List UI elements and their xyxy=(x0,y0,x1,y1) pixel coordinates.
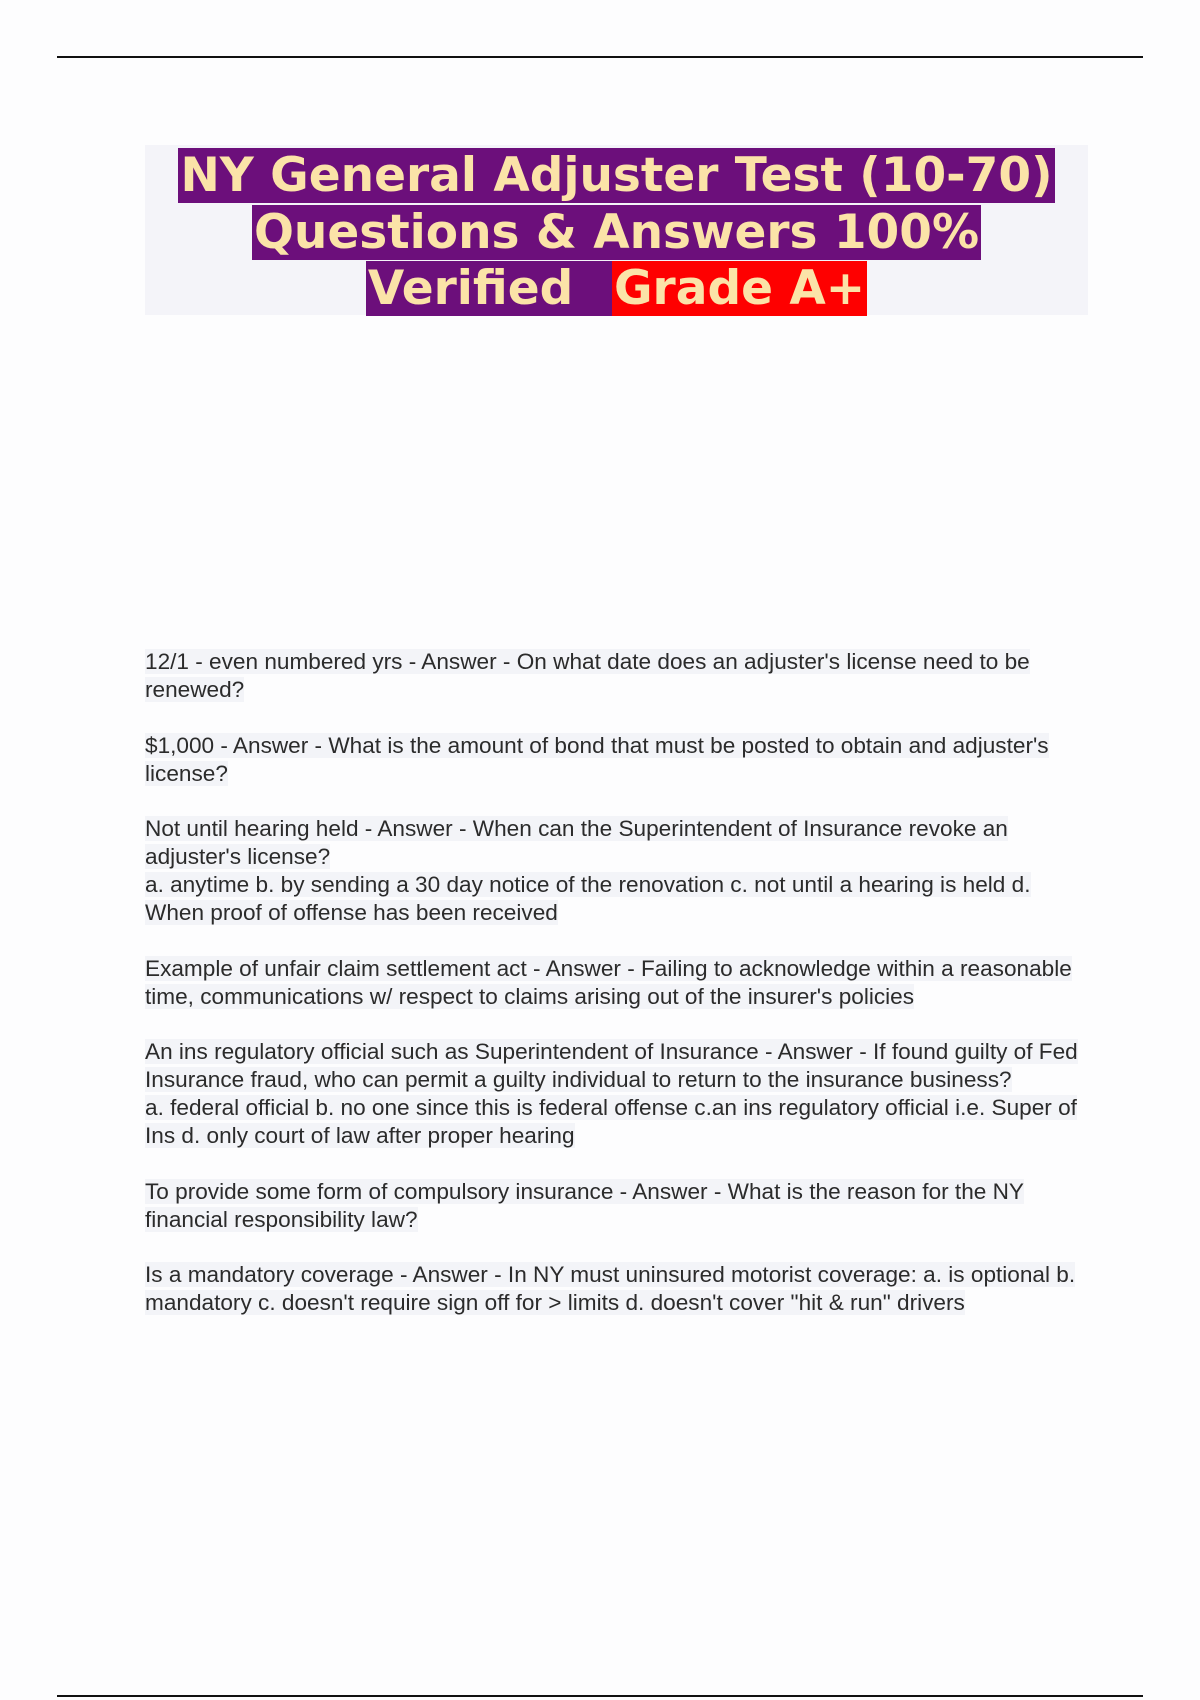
qa-text: Example of unfair claim settlement act - Answer - Failing to acknowledge within a reasonable time, communications w/ respect to claims arising out of the insurer's policies xyxy=(145,955,1072,1009)
title-block xyxy=(145,145,1088,315)
qa-item xyxy=(145,1038,1080,1150)
qa-list xyxy=(145,648,1080,1345)
qa-item xyxy=(145,1261,1080,1317)
qa-text: To provide some form of compulsory insurance - Answer - What is the reason for the NY financial responsibility law? xyxy=(145,1178,1025,1232)
bottom-rule xyxy=(57,1695,1143,1697)
qa-text: $1,000 - Answer - What is the amount of bond that must be posted to obtain and adjuster's license? xyxy=(145,732,1049,786)
grade-badge: Grade A+ xyxy=(613,261,866,316)
qa-text: 12/1 - even numbered yrs - Answer - On what date does an adjuster's license need to be renewed? xyxy=(145,649,1030,702)
title-line-1: NY General Adjuster Test (10-70) xyxy=(180,148,1053,203)
qa-item xyxy=(145,955,1080,1011)
document-title xyxy=(145,145,1088,318)
qa-text: Is a mandatory coverage - Answer - In NY must uninsured motorist coverage: a. is optional b. mandatory c. doesn't require sign off for > limits d. doesn't cover "hit & run" drivers xyxy=(145,1262,1076,1315)
qa-item xyxy=(145,732,1080,788)
title-gap xyxy=(575,261,612,316)
title-line-3: Verified xyxy=(367,261,574,316)
qa-item xyxy=(145,815,1080,927)
title-line-2: Questions & Answers 100% xyxy=(253,204,980,260)
qa-text: An ins regulatory official such as Superintendent of Insurance - Answer - If found guilty of Fed Insurance fraud, who can permit a guilty individual to return to the insurance business? a. federal official b. no one since this is federal offense c.an ins regulatory official i.e. Super of Ins d. only court of law after proper hearing xyxy=(145,1039,1078,1148)
qa-item xyxy=(145,648,1080,704)
top-rule xyxy=(57,56,1143,58)
qa-item xyxy=(145,1178,1080,1234)
qa-text: Not until hearing held - Answer - When can the Superintendent of Insurance revoke an adjuster's license? a. anytime b. by sending a 30 day notice of the renovation c. not until a hearing is held d. When proof of offense has been received xyxy=(145,816,1031,925)
